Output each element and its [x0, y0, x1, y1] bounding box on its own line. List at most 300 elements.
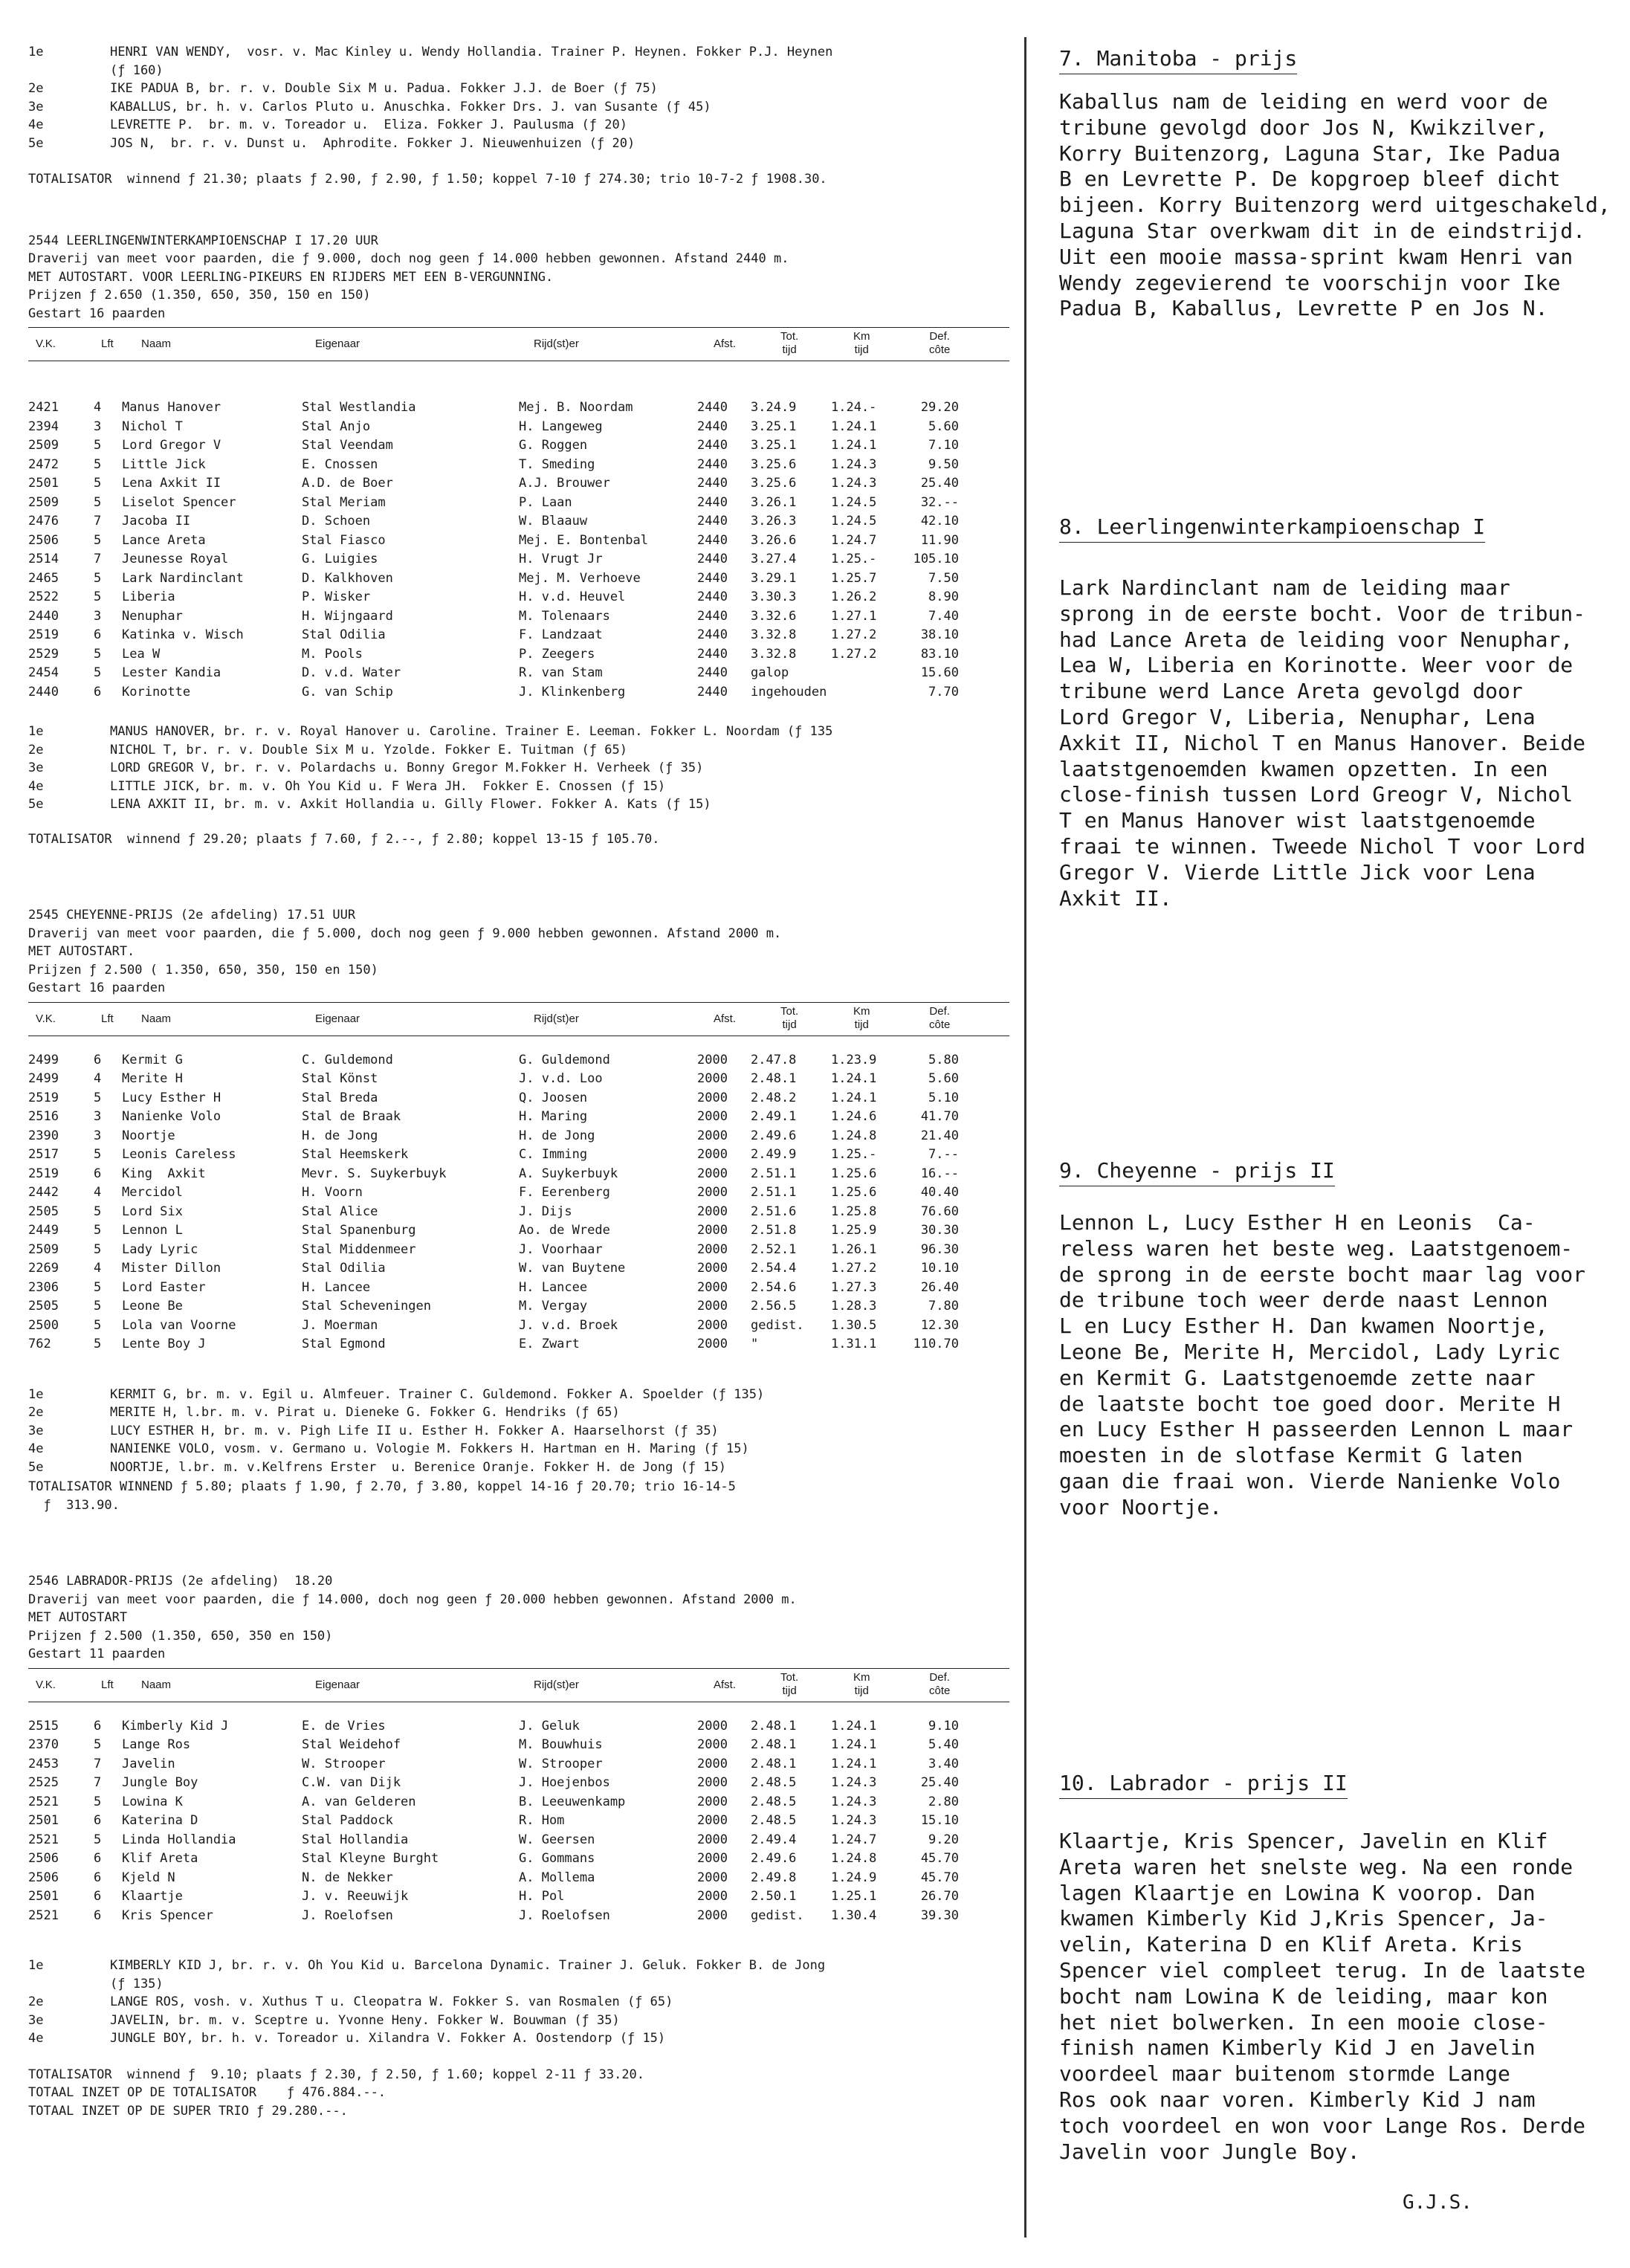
cell-rijder: J. v.d. Loo: [519, 1071, 603, 1086]
cell-eigenaar: Stal Meriam: [302, 494, 386, 510]
cell-eigenaar: J. Moerman: [302, 1317, 378, 1333]
cell-def: 15.10: [920, 1813, 959, 1828]
header-km: Km tijd: [853, 330, 870, 356]
cell-vk: 2506: [28, 532, 59, 548]
cell-naam: Leone Be: [122, 1299, 183, 1314]
cell-eigenaar: J. Roelofsen: [302, 1907, 393, 1923]
cell-eigenaar: W. Strooper: [302, 1756, 386, 1771]
race2-section: [28, 232, 1009, 849]
table-row: [28, 1261, 959, 1280]
cell-naam: Lark Nardinclant: [122, 570, 244, 586]
cell-vk: 2515: [28, 1718, 59, 1734]
cell-eigenaar: D. Schoen: [302, 514, 371, 529]
cell-lft: 5: [94, 438, 102, 453]
cell-eigenaar: Stal de Braak: [302, 1109, 401, 1124]
cell-tot: 3.32.8: [751, 646, 797, 662]
cell-afst: 2000: [697, 1241, 728, 1257]
cell-afst: 2000: [697, 1832, 728, 1847]
cell-lft: 6: [94, 1052, 102, 1067]
cell-eigenaar: Stal Anjo: [302, 419, 371, 434]
cell-vk: 2519: [28, 627, 59, 642]
cell-naam: Kris Spencer: [122, 1907, 213, 1923]
cell-vk: 2499: [28, 1071, 59, 1086]
cell-lft: 5: [94, 1317, 102, 1333]
cell-km: 1.24.1: [831, 1090, 877, 1105]
cell-naam: Lennon L: [122, 1223, 183, 1238]
cell-lft: 5: [94, 1090, 102, 1105]
results-table-header: [28, 1668, 1009, 1702]
cell-tot: 2.49.1: [751, 1109, 797, 1124]
cell-lft: 5: [94, 1241, 102, 1257]
cell-km: 1.24.3: [831, 456, 877, 472]
cell-vk: 2442: [28, 1185, 59, 1200]
cell-def: 45.70: [920, 1870, 959, 1885]
cell-rijder: J. Geluk: [519, 1718, 580, 1734]
placing-line: 4e LEVRETTE P. br. m. v. Toreador u. Eliza. Fokker J. Paulusma (ƒ 20): [28, 117, 627, 132]
cell-eigenaar: Stal Paddock: [302, 1813, 393, 1828]
cell-km: 1.24.-: [831, 400, 877, 415]
cell-km: 1.30.5: [831, 1317, 877, 1333]
cell-afst: 2440: [697, 532, 728, 548]
placing-line: 3e LORD GREGOR V, br. r. v. Polardachs u. Bonny Gregor M.Fokker H. Verheek (ƒ 35): [28, 760, 704, 775]
cell-km: 1.24.8: [831, 1851, 877, 1866]
cell-afst: 2000: [697, 1128, 728, 1143]
cell-eigenaar: H. Wijngaard: [302, 608, 393, 624]
cell-def: 7.70: [928, 684, 959, 700]
cell-km: 1.27.2: [831, 627, 877, 642]
placing-line: 4e LITTLE JICK, br. m. v. Oh You Kid u. F Wera JH. Fokker E. Cnossen (ƒ 15): [28, 778, 666, 794]
placing-line: 3e LUCY ESTHER H, br. m. v. Pigh Life II u. Esther H. Fokker A. Haarselhorst (ƒ 35): [28, 1423, 719, 1438]
cell-rijder: R. van Stam: [519, 665, 603, 680]
table-row: [28, 1757, 959, 1776]
table-row: [28, 1832, 959, 1852]
cell-afst: 2000: [697, 1166, 728, 1181]
cell-afst: 2440: [697, 456, 728, 472]
table-row: [28, 1223, 959, 1242]
cell-eigenaar: Stal Odilia: [302, 627, 386, 642]
table-row: [28, 571, 959, 590]
header-vk: V.K.: [36, 1678, 56, 1691]
cell-km: 1.23.9: [831, 1052, 877, 1067]
cell-rijder: J. Roelofsen: [519, 1907, 610, 1923]
table-row: [28, 1280, 959, 1299]
cell-rijder: T. Smeding: [519, 456, 595, 472]
table-row: [28, 495, 959, 514]
placing-line: 5e LENA AXKIT II, br. m. v. Axkit Hollandia u. Gilly Flower. Fokker A. Kats (ƒ 15): [28, 797, 711, 812]
race-intro: 2546 LABRADOR-PRIJS (2e afdeling) 18.20 Draverij van meet voor paarden, die ƒ 14.000, doch nog geen ƒ 20.000 hebben gewonnen. Afstand 2000 m. MET AUTOSTART Prijzen ƒ 2.500 (1.350, 650, 350 en 150) Gestart 11 paarden: [28, 1574, 797, 1661]
cell-afst: 2000: [697, 1718, 728, 1734]
cell-naam: Kermit G: [122, 1052, 183, 1067]
report-title: 10. Labrador - prijs II: [1059, 1771, 1348, 1799]
placing-line: 1e HENRI VAN WENDY, vosr. v. Mac Kinley u. Wendy Hollandia. Trainer P. Heynen. Fokker P.J. Heynen (ƒ 160): [28, 45, 833, 78]
table-row: [28, 438, 959, 457]
cell-afst: 2000: [697, 1185, 728, 1200]
cell-rijder: Mej. E. Bontenbal: [519, 532, 648, 548]
cell-afst: 2000: [697, 1317, 728, 1333]
header-tot: Tot. tijd: [780, 330, 799, 356]
cell-afst: 2000: [697, 1223, 728, 1238]
table-row: [28, 1299, 959, 1318]
cell-km: 1.30.4: [831, 1907, 877, 1923]
cell-km: 1.25.9: [831, 1223, 877, 1238]
cell-def: 7.50: [928, 570, 959, 586]
cell-naam: Liselot Spencer: [122, 494, 236, 510]
cell-rijder: H. Pol: [519, 1889, 565, 1904]
cell-lft: 5: [94, 1299, 102, 1314]
cell-lft: 3: [94, 419, 102, 434]
cell-afst: 2000: [697, 1907, 728, 1923]
cell-tot: 2.48.5: [751, 1813, 797, 1828]
cell-tot: 3.26.3: [751, 514, 797, 529]
cell-lft: 7: [94, 514, 102, 529]
header-lft: Lft: [101, 1012, 114, 1025]
cell-rijder: P. Laan: [519, 494, 572, 510]
cell-def: 76.60: [920, 1204, 959, 1219]
table-row: [28, 1147, 959, 1166]
cell-km: 1.24.1: [831, 1071, 877, 1086]
cell-lft: 5: [94, 589, 102, 604]
cell-lft: 5: [94, 476, 102, 491]
race4-section: [28, 1572, 1009, 2120]
cell-vk: 762: [28, 1337, 51, 1351]
cell-lft: 6: [94, 1718, 102, 1734]
cell-eigenaar: Stal Könst: [302, 1071, 378, 1086]
cell-lft: 3: [94, 1109, 102, 1124]
cell-km: 1.24.5: [831, 514, 877, 529]
cell-lft: 6: [94, 684, 102, 700]
placings-list: [28, 1386, 1009, 1477]
cell-afst: 2000: [697, 1775, 728, 1790]
table-row: [28, 1908, 959, 1928]
cell-naam: Nichol T: [122, 419, 183, 434]
cell-tot: 2.48.1: [751, 1071, 797, 1086]
cell-lft: 6: [94, 1813, 102, 1828]
cell-eigenaar: C. Guldemond: [302, 1052, 393, 1067]
cell-def: 45.70: [920, 1851, 959, 1866]
header-naam: Naam: [141, 1012, 172, 1025]
cell-afst: 2000: [697, 1261, 728, 1276]
cell-rijder: G. Roggen: [519, 438, 588, 453]
cell-lft: 5: [94, 456, 102, 472]
table-row: [28, 1242, 959, 1261]
table-row: [28, 1794, 959, 1814]
cell-km: 1.27.3: [831, 1279, 877, 1295]
placing-line: 3e JAVELIN, br. m. v. Sceptre u. Yvonne Heny. Fokker W. Bouwman (ƒ 35): [28, 2012, 620, 2028]
cell-rijder: W. Strooper: [519, 1756, 603, 1771]
cell-km: 1.24.5: [831, 494, 877, 510]
table-row: [28, 533, 959, 552]
cell-lft: 5: [94, 1204, 102, 1219]
table-row: [28, 552, 959, 571]
cell-rijder: E. Zwart: [519, 1337, 580, 1351]
cell-afst: 2000: [697, 1737, 728, 1752]
cell-vk: 2509: [28, 494, 59, 510]
cell-afst: 2000: [697, 1279, 728, 1295]
results-column: [28, 43, 1009, 2120]
table-row: [28, 476, 959, 495]
cell-km: 1.25.8: [831, 1204, 877, 1219]
cell-tot: gedist.: [751, 1907, 804, 1923]
header-naam: Naam: [141, 1678, 172, 1691]
cell-def: 9.20: [928, 1832, 959, 1847]
cell-tot: 3.32.6: [751, 608, 797, 624]
cell-naam: Merite H: [122, 1071, 183, 1086]
cell-km: 1.25.6: [831, 1185, 877, 1200]
header-def: Def. côte: [929, 1004, 951, 1031]
cell-tot: gedist.: [751, 1317, 804, 1333]
header-afst: Afst.: [714, 337, 737, 350]
totalisator: TOTALISATOR winnend ƒ 9.10; plaats ƒ 2.30, ƒ 2.50, ƒ 1.60; koppel 2-11 ƒ 33.20. TOTAAL INZET OP DE TOTALISATOR ƒ 476.884.--. TOTAAL INZET OP DE SUPER TRIO ƒ 29.280.--.: [28, 2067, 645, 2119]
cell-km: 1.24.8: [831, 1128, 877, 1143]
cell-eigenaar: N. de Nekker: [302, 1870, 393, 1885]
cell-rijder: H. Vrugt Jr: [519, 552, 603, 566]
cell-eigenaar: Stal Scheveningen: [302, 1299, 431, 1314]
cell-tot: 2.52.1: [751, 1241, 797, 1257]
cell-tot: 3.24.9: [751, 400, 797, 415]
cell-afst: 2000: [697, 1813, 728, 1828]
cell-afst: 2000: [697, 1109, 728, 1124]
cell-vk: 2521: [28, 1832, 59, 1847]
cell-afst: 2440: [697, 476, 728, 491]
placings-list: [28, 43, 1009, 152]
cell-vk: 2529: [28, 646, 59, 662]
cell-afst: 2000: [697, 1147, 728, 1162]
cell-tot: 3.25.6: [751, 476, 797, 491]
cell-km: 1.24.3: [831, 476, 877, 491]
cell-lft: 5: [94, 1832, 102, 1847]
cell-def: 42.10: [920, 514, 959, 529]
cell-def: 16.--: [920, 1166, 959, 1181]
placing-line: 4e NANIENKE VOLO, vosm. v. Germano u. Vologie M. Fokkers H. Hartman en H. Maring (ƒ 15): [28, 1441, 749, 1456]
cell-afst: 2440: [697, 419, 728, 434]
cell-def: 25.40: [920, 1775, 959, 1790]
cell-eigenaar: Stal Veendam: [302, 438, 393, 453]
header-lft: Lft: [101, 1678, 114, 1691]
cell-vk: 2476: [28, 514, 59, 529]
cell-vk: 2505: [28, 1204, 59, 1219]
cell-vk: 2370: [28, 1737, 59, 1752]
cell-def: 83.10: [920, 646, 959, 662]
cell-naam: Noortje: [122, 1128, 175, 1143]
race-intro: 2545 CHEYENNE-PRIJS (2e afdeling) 17.51 UUR Draverij van meet voor paarden, die ƒ 5.000, doch nog geen ƒ 9.000 hebben gewonnen. Afstand 2000 m. MET AUTOSTART. Prijzen ƒ 2.500 ( 1.350, 650, 350, 150 en 150) Gestart 16 paarden: [28, 908, 782, 995]
cell-vk: 2472: [28, 456, 59, 472]
cell-afst: 2440: [697, 514, 728, 529]
cell-def: 3.40: [928, 1756, 959, 1771]
cell-def: 25.40: [920, 476, 959, 491]
cell-vk: 2454: [28, 665, 59, 680]
table-row: [28, 400, 959, 419]
cell-km: [831, 665, 896, 685]
cell-tot: 2.56.5: [751, 1299, 797, 1314]
header-def: Def. côte: [929, 330, 951, 356]
results-table: [28, 400, 959, 703]
cell-def: 26.70: [920, 1889, 959, 1904]
report-text: Lennon L, Lucy Esther H en Leonis Ca- reless waren het beste weg. Laatstgenoem- de sprong in de eerste bocht maar lag voor de tribune toch weer derde naast Lennon L en Lucy Esther H. Dan kwamen Noortje, Leone Be, Merite H, Mercidol, Lady Lyric en Kermit G. Laatstgenoemde zette naar de laatste bocht toe goed door. Merite H en Lucy Esther H passeerden Lennon L maar moesten in de slotfase Kermit G laten gaan die fraai won. Vierde Nanienke Volo voor Noortje.: [1059, 1210, 1586, 1519]
cell-rijder: A. Suykerbuyk: [519, 1166, 618, 1181]
cell-lft: 5: [94, 1223, 102, 1238]
cell-tot: 2.48.2: [751, 1090, 797, 1105]
cell-vk: 2500: [28, 1317, 59, 1333]
cell-km: 1.24.3: [831, 1794, 877, 1809]
report-title: 8. Leerlingenwinterkampioenschap I: [1059, 514, 1485, 543]
cell-naam: Lena Axkit II: [122, 476, 221, 491]
cell-afst: 2000: [697, 1889, 728, 1904]
header-vk: V.K.: [36, 337, 56, 350]
cell-tot: 2.48.1: [751, 1756, 797, 1771]
table-row: [28, 1813, 959, 1832]
cell-lft: 7: [94, 1775, 102, 1790]
cell-naam: Lente Boy J: [122, 1337, 206, 1351]
cell-tot: 2.49.4: [751, 1832, 797, 1847]
cell-tot: 2.51.6: [751, 1204, 797, 1219]
cell-lft: 5: [94, 1337, 102, 1351]
cell-rijder: G. Gommans: [519, 1851, 595, 1866]
cell-tot: 2.48.5: [751, 1775, 797, 1790]
cell-vk: 2421: [28, 400, 59, 415]
cell-eigenaar: Stal Odilia: [302, 1261, 386, 1276]
cell-naam: Lola van Voorne: [122, 1317, 236, 1333]
cell-naam: Katerina D: [122, 1813, 198, 1828]
cell-afst: 2440: [697, 608, 728, 624]
cell-rijder: A.J. Brouwer: [519, 476, 610, 491]
cell-lft: 5: [94, 1147, 102, 1162]
table-row: [28, 1053, 959, 1072]
cell-vk: 2501: [28, 476, 59, 491]
cell-eigenaar: Stal Breda: [302, 1090, 378, 1105]
cell-lft: 5: [94, 494, 102, 510]
cell-lft: 4: [94, 1071, 102, 1086]
cell-rijder: W. Geersen: [519, 1832, 595, 1847]
cell-naam: Korinotte: [122, 684, 191, 700]
cell-lft: 4: [94, 1261, 102, 1276]
cell-lft: 6: [94, 1889, 102, 1904]
cell-tot: 2.48.5: [751, 1794, 797, 1809]
cell-afst: 2440: [697, 627, 728, 642]
cell-rijder: G. Guldemond: [519, 1052, 610, 1067]
cell-tot: 3.32.8: [751, 627, 797, 642]
cell-vk: 2521: [28, 1794, 59, 1809]
table-row: [28, 665, 959, 685]
cell-naam: Lange Ros: [122, 1737, 191, 1752]
cell-tot: 2.54.4: [751, 1261, 797, 1276]
cell-def: 30.30: [920, 1223, 959, 1238]
cell-lft: 6: [94, 1166, 102, 1181]
header-afst: Afst.: [714, 1678, 737, 1691]
totalisator: TOTALISATOR winnend ƒ 21.30; plaats ƒ 2.90, ƒ 2.90, ƒ 1.50; koppel 7-10 ƒ 274.30; trio 10-7-2 ƒ 1908.30.: [28, 172, 827, 187]
cell-tot: 2.49.6: [751, 1851, 797, 1866]
cell-rijder: H. Maring: [519, 1109, 588, 1124]
table-row: [28, 1071, 959, 1091]
cell-vk: 2394: [28, 419, 59, 434]
cell-lft: 5: [94, 532, 102, 548]
cell-naam: Lowina K: [122, 1794, 183, 1809]
cell-naam: Lady Lyric: [122, 1241, 198, 1257]
cell-lft: 6: [94, 1870, 102, 1885]
cell-rijder: H. de Jong: [519, 1128, 595, 1143]
table-row: [28, 1851, 959, 1870]
cell-km: 1.27.2: [831, 646, 877, 662]
cell-lft: 6: [94, 627, 102, 642]
cell-def: 29.20: [920, 400, 959, 415]
cell-tot: 2.49.8: [751, 1870, 797, 1885]
cell-vk: 2501: [28, 1813, 59, 1828]
cell-naam: Nanienke Volo: [122, 1109, 221, 1124]
cell-lft: 5: [94, 1737, 102, 1752]
cell-lft: 5: [94, 1794, 102, 1809]
cell-naam: Jungle Boy: [122, 1775, 198, 1790]
cell-afst: 2440: [697, 646, 728, 662]
cell-rijder: A. Mollema: [519, 1870, 595, 1885]
cell-vk: 2521: [28, 1907, 59, 1923]
cell-afst: 2000: [697, 1851, 728, 1866]
cell-vk: 2525: [28, 1775, 59, 1790]
cell-rijder: M. Bouwhuis: [519, 1737, 603, 1752]
column-divider: [1024, 37, 1026, 2238]
cell-def: 7.40: [928, 608, 959, 624]
cell-naam: King Axkit: [122, 1166, 206, 1181]
cell-afst: 2000: [697, 1090, 728, 1105]
cell-km: 1.24.1: [831, 1756, 877, 1771]
results-table: [28, 1719, 959, 1928]
cell-tot: 2.49.9: [751, 1147, 797, 1162]
placing-line: 5e NOORTJE, l.br. m. v.Kelfrens Erster u. Berenice Oranje. Fokker H. de Jong (ƒ 15): [28, 1459, 727, 1475]
cell-eigenaar: Stal Hollandia: [302, 1832, 409, 1847]
cell-lft: 7: [94, 552, 102, 566]
cell-rijder: J. Hoejenbos: [519, 1775, 610, 1790]
cell-tot: 3.25.6: [751, 456, 797, 472]
placing-line: 1e MANUS HANOVER, br. r. v. Royal Hanover u. Caroline. Trainer E. Leeman. Fokker L. Noordam (ƒ 135: [28, 724, 833, 739]
header-naam: Naam: [141, 337, 172, 350]
cell-eigenaar: Stal Heemskerk: [302, 1147, 409, 1162]
table-row: [28, 1109, 959, 1128]
header-eigenaar: Eigenaar: [315, 1012, 360, 1025]
cell-tot: 2.51.1: [751, 1166, 797, 1181]
cell-lft: 4: [94, 1185, 102, 1200]
cell-naam: Nenuphar: [122, 608, 183, 624]
placing-line: 2e LANGE ROS, vosh. v. Xuthus T u. Cleopatra W. Fokker S. van Rosmalen (ƒ 65): [28, 1994, 673, 2009]
cell-def: 2.80: [928, 1794, 959, 1809]
cell-vk: 2306: [28, 1279, 59, 1295]
placing-line: 3e KABALLUS, br. h. v. Carlos Pluto u. Anuschka. Fokker Drs. J. van Susante (ƒ 45): [28, 99, 711, 114]
report-section: [1059, 1771, 1609, 2165]
cell-eigenaar: C.W. van Dijk: [302, 1775, 401, 1790]
table-row: [28, 1870, 959, 1890]
cell-afst: 2000: [697, 1337, 728, 1351]
cell-vk: 2449: [28, 1223, 59, 1238]
report-text: Kaballus nam de leiding en werd voor de tribune gevolgd door Jos N, Kwikzilver, Korry Buitenzorg, Laguna Star, Ike Padua B en Levrette P. De kopgroep bleef dicht bijeen. Korry Buitenzorg werd uitgeschakeld, Laguna Star overkwam dit in de eindstrijd. Uit een mooie massa-sprint kwam Henri van Wendy zegevierend te voorschijn voor Ike Padua B, Kaballus, Levrette P en Jos N.: [1059, 89, 1611, 321]
table-row: [28, 1318, 959, 1337]
cell-naam: Lester Kandia: [122, 665, 221, 680]
cell-km: 1.24.7: [831, 1832, 877, 1847]
table-row: [28, 589, 959, 609]
cell-km: 1.28.3: [831, 1299, 877, 1314]
cell-eigenaar: Stal Kleyne Burght: [302, 1851, 439, 1866]
cell-naam: Jeunesse Royal: [122, 552, 229, 566]
placing-line: 1e KIMBERLY KID J, br. r. v. Oh You Kid u. Barcelona Dynamic. Trainer J. Geluk. Fokker B. de Jong (ƒ 135): [28, 1958, 826, 1991]
author-signature: G.J.S.: [1403, 2191, 1472, 2214]
cell-eigenaar: E. Cnossen: [302, 456, 378, 472]
cell-tot: 3.29.1: [751, 570, 797, 586]
cell-km: 1.25.-: [831, 552, 877, 566]
cell-def: 21.40: [920, 1128, 959, 1143]
cell-km: 1.26.1: [831, 1241, 877, 1257]
cell-vk: 2509: [28, 1241, 59, 1257]
cell-tot: 3.26.1: [751, 494, 797, 510]
cell-km: 1.26.2: [831, 589, 877, 604]
cell-rijder: H. Lancee: [519, 1279, 588, 1295]
report-section: [1059, 46, 1609, 322]
cell-vk: 2440: [28, 684, 59, 700]
